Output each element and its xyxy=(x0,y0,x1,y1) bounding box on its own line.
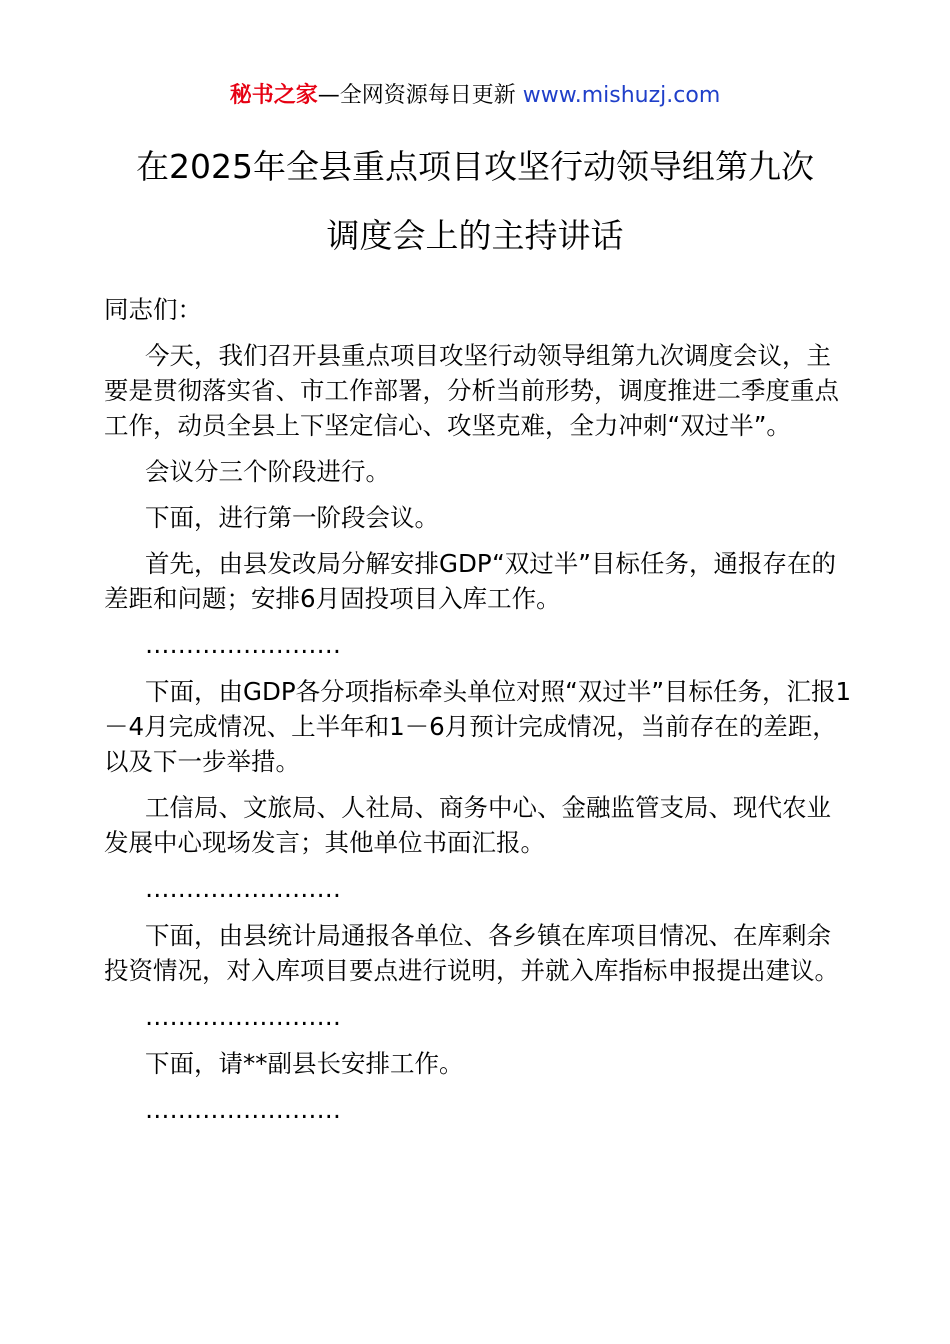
document-title-line-1: 在2025年全县重点项目攻坚行动领导组第九次 xyxy=(136,147,814,186)
header-tagline: —全网资源每日更新 xyxy=(317,83,523,108)
site-url: www.mishuzj.com xyxy=(522,83,721,108)
paragraph-stage-one: 下面，进行第一阶段会议。 xyxy=(145,503,439,532)
ellipsis-separator: …………………… xyxy=(145,630,341,659)
brand-name: 秘书之家 xyxy=(229,83,318,108)
paragraph-opening: 今天，我们召开县重点项目攻坚行动领导组第九次调度会议，主要是贯彻落实省、市工作部署，分析当前形势，调度推进二季度重点工作，动员全县上下坚定信心、攻坚克难，全力冲刺“双过半”。 xyxy=(104,341,839,440)
ellipsis-separator: …………………… xyxy=(145,1095,341,1124)
paragraph-deputy-arrangement: 下面，请**副县长安排工作。 xyxy=(145,1049,464,1078)
document-title-line-2: 调度会上的主持讲话 xyxy=(326,216,624,255)
paragraph-indicator-reports: 下面，由GDP各分项指标牵头单位对照“双过半”目标任务，汇报1－4月完成情况、上半年和1－6月预计完成情况，当前存在的差距，以及下一步举措。 xyxy=(104,677,852,776)
document-body xyxy=(104,292,852,1139)
page-header xyxy=(0,80,950,112)
ellipsis-separator: …………………… xyxy=(145,1002,341,1031)
paragraph-statistics-report: 下面，由县统计局通报各单位、各乡镇在库项目情况、在库剩余投资情况，对入库项目要点进行说明，并就入库指标申报提出建议。 xyxy=(104,921,839,985)
paragraph-gdp-targets: 首先，由县发改局分解安排GDP“双过半”目标任务，通报存在的差距和问题；安排6月固投项目入库工作。 xyxy=(104,549,836,613)
salutation: 同志们： xyxy=(104,295,202,324)
ellipsis-separator: …………………… xyxy=(145,874,341,903)
paragraph-speakers: 工信局、文旅局、人社局、商务中心、金融监管支局、现代农业发展中心现场发言；其他单位书面汇报。 xyxy=(104,793,831,857)
paragraph-stages: 会议分三个阶段进行。 xyxy=(145,457,390,486)
